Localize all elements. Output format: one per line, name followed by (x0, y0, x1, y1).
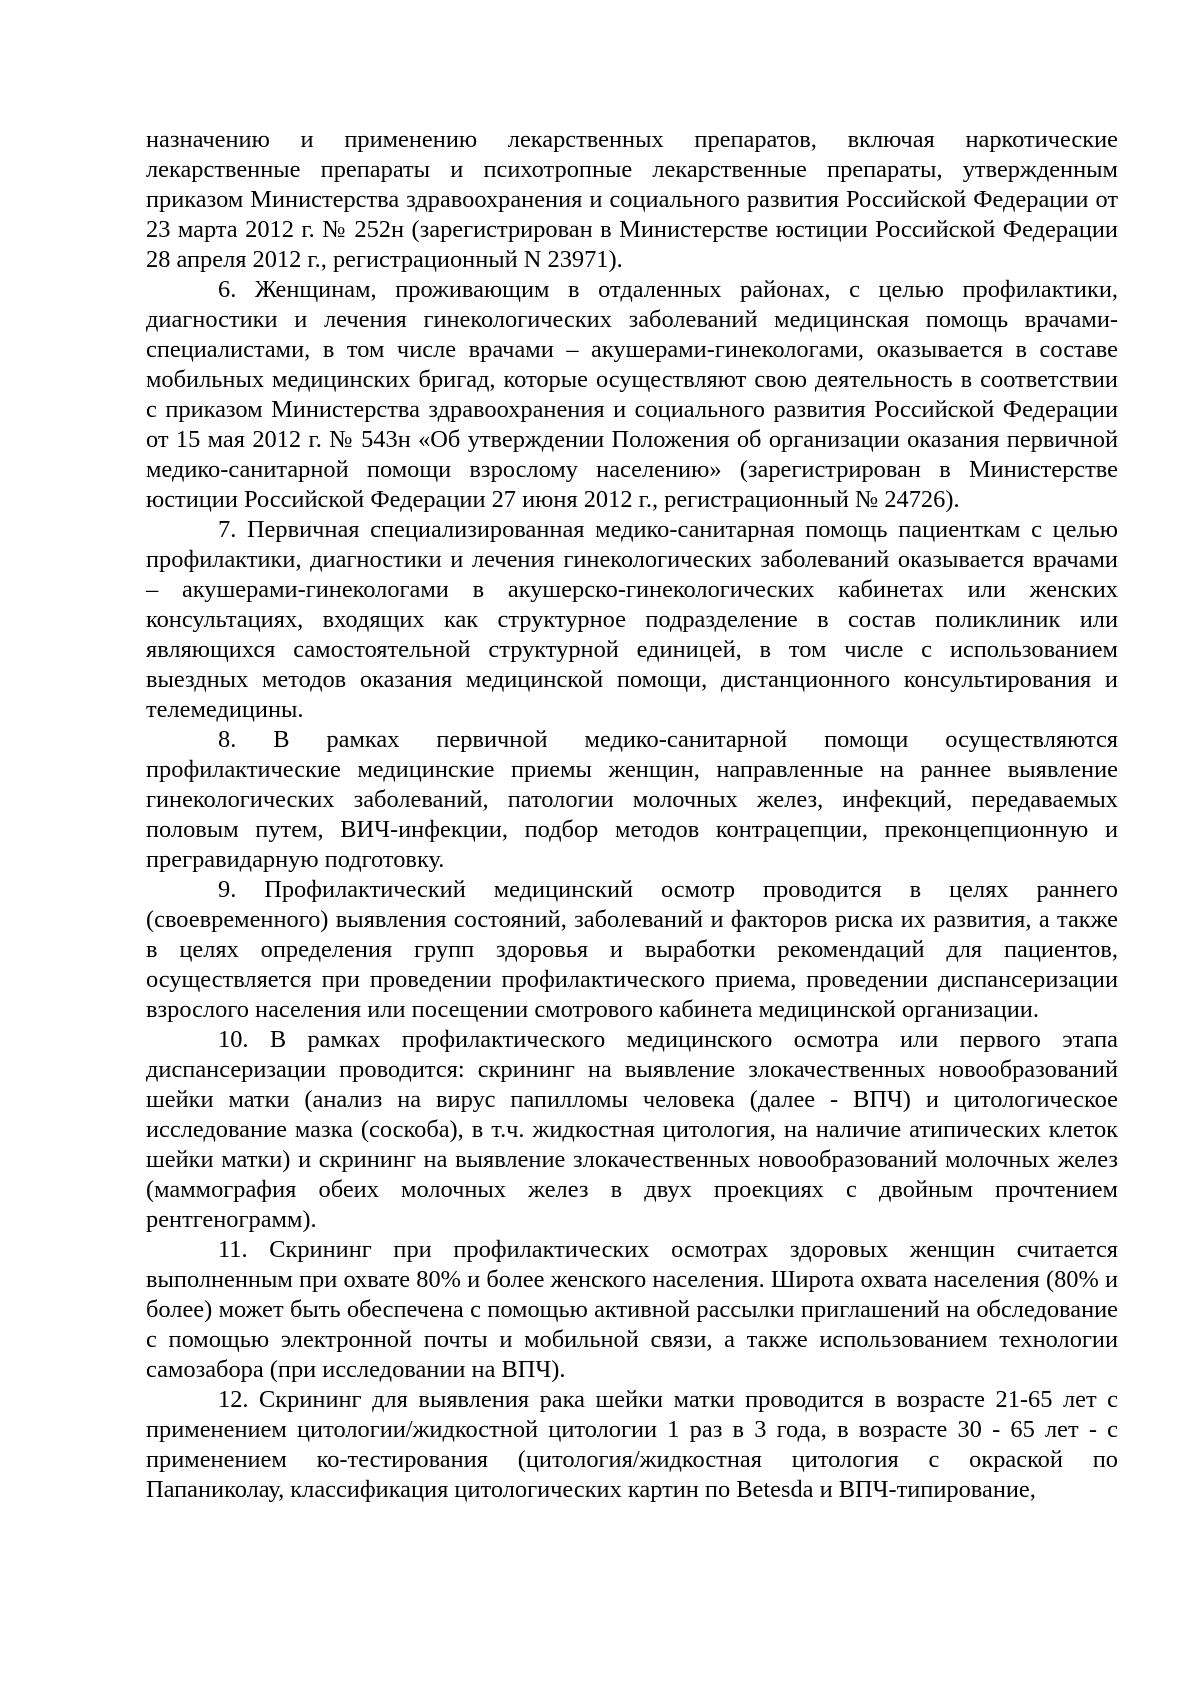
document-page (146, 125, 1118, 1505)
paragraph-10: 10. В рамках профилактического медицинского осмотра или первого этапа диспансеризации проводится: скрининг на выявление злокачественных новообразований шейки матки (анализ на вирус папилломы человека (далее - ВПЧ) и цитологическое исследование мазка (соскоба), в т.ч. жидкостная цитология, на наличие атипических клеток шейки матки) и скрининг на выявление злокачественных новообразований молочных желез (маммография обеих молочных желез в двух проекциях с двойным прочтением рентгенограмм). (146, 1026, 1118, 1233)
paragraph-6: 6. Женщинам, проживающим в отдаленных районах, с целью профилактики, диагностики и лечения гинекологических заболеваний медицинская помощь врачами-специалистами, в том числе врачами – акушерами-гинекологами, оказывается в составе мобильных медицинских бригад, которые осуществляют свою деятельность в соответствии с приказом Министерства здравоохранения и социального развития Российской Федерации от 15 мая 2012 г. № 543н «Об утверждении Положения об организации оказания первичной медико-санитарной помощи взрослому населению» (зарегистрирован в Министерстве юстиции Российской Федерации 27 июня 2012 г., регистрационный № 24726). (146, 276, 1118, 513)
paragraph-continuation: назначению и применению лекарственных препаратов, включая наркотические лекарственные препараты и психотропные лекарственные препараты, утвержденным приказом Министерства здравоохранения и социального развития Российской Федерации от 23 марта 2012 г. № 252н (зарегистрирован в Министерстве юстиции Российской Федерации 28 апреля 2012 г., регистрационный N 23971). (146, 126, 1118, 273)
paragraph-8: 8. В рамках первичной медико-санитарной помощи осуществляются профилактические медицинские приемы женщин, направленные на раннее выявление гинекологических заболеваний, патологии молочных желез, инфекций, передаваемых половым путем, ВИЧ-инфекции, подбор методов контрацепции, преконцепционную и прегравидарную подготовку. (146, 726, 1118, 873)
paragraph-11: 11. Скрининг при профилактических осмотрах здоровых женщин считается выполненным при охвате 80% и более женского населения. Широта охвата населения (80% и более) может быть обеспечена с помощью активной рассылки приглашений на обследование с помощью электронной почты и мобильной связи, а также использованием технологии самозабора (при исследовании на ВПЧ). (146, 1236, 1118, 1383)
paragraph-9: 9. Профилактический медицинский осмотр проводится в целях раннего (своевременного) выявления состояний, заболеваний и факторов риска их развития, а также в целях определения групп здоровья и выработки рекомендаций для пациентов, осуществляется при проведении профилактического приема, проведении диспансеризации взрослого населения или посещении смотрового кабинета медицинской организации. (146, 876, 1118, 1023)
paragraph-7: 7. Первичная специализированная медико-санитарная помощь пациенткам с целью профилактики, диагностики и лечения гинекологических заболеваний оказывается врачами – акушерами-гинекологами в акушерско-гинекологических кабинетах или женских консультациях, входящих как структурное подразделение в состав поликлиник или являющихся самостоятельной структурной единицей, в том числе с использованием выездных методов оказания медицинской помощи, дистанционного консультирования и телемедицины. (146, 516, 1118, 723)
paragraph-12: 12. Скрининг для выявления рака шейки матки проводится в возрасте 21-65 лет с применением цитологии/жидкостной цитологии 1 раз в 3 года, в возрасте 30 - 65 лет - с применением ко-тестирования (цитология/жидкостная цитология с окраской по Папаниколау, классификация цитологических картин по Betesda и ВПЧ-типирование, (146, 1386, 1118, 1503)
